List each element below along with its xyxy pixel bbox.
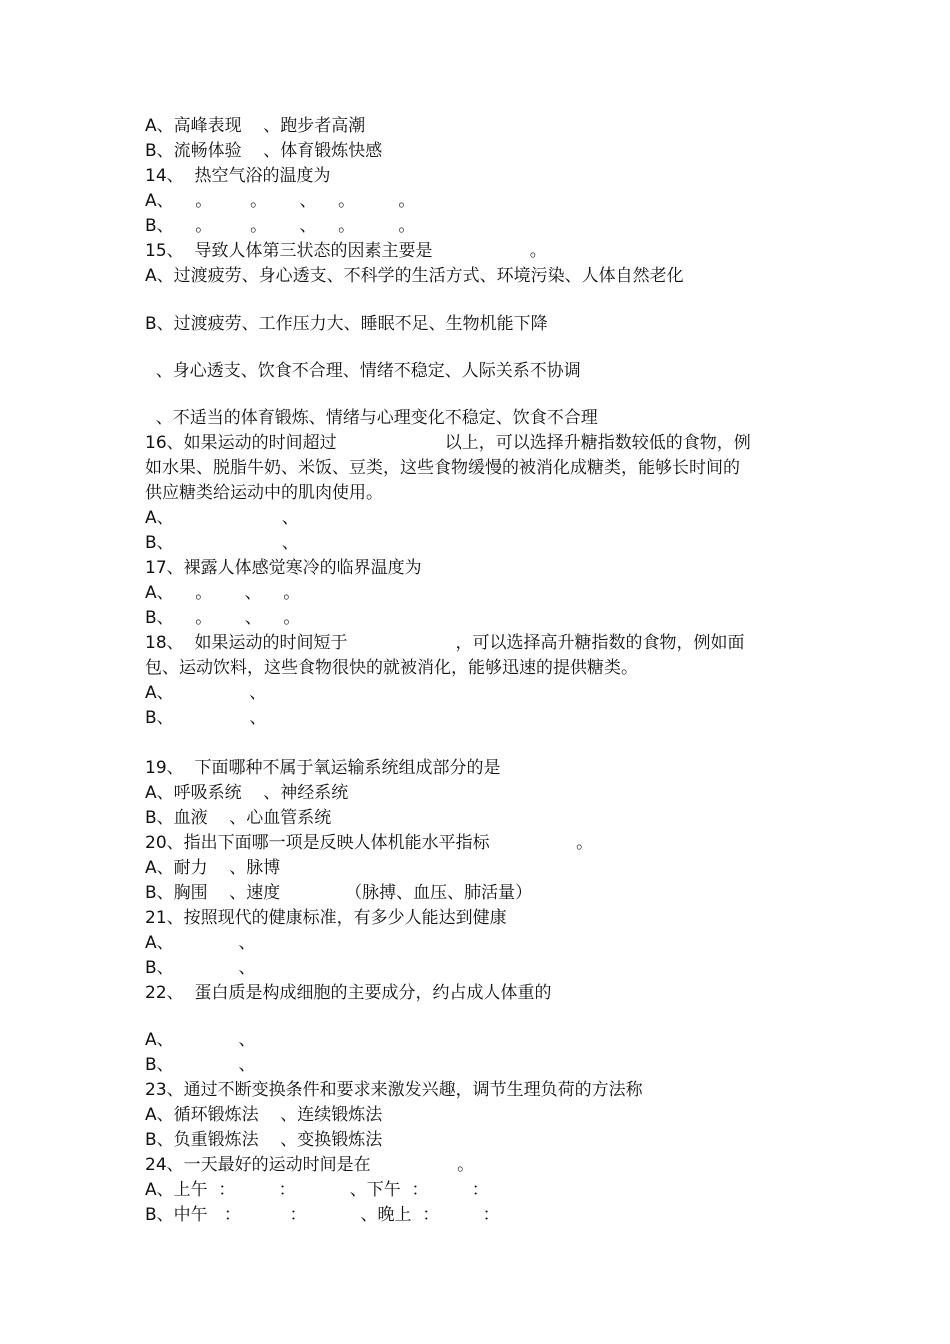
- q23-option-a-line: A、循环锻炼法 、连续锻炼法: [145, 1105, 383, 1125]
- q20-option-b-line: B、胸围 、速度 （脉搏、血压、肺活量）: [145, 883, 533, 903]
- q13-option-b-line: B、流畅体验 、体育锻炼快感: [145, 141, 383, 161]
- q17-option-a-line: A、 。 、 。: [145, 583, 301, 603]
- q18-option-b-line: B、 、: [145, 708, 267, 728]
- q16-option-b-line: B、 、: [145, 533, 299, 553]
- q22-question: 22、 蛋白质是构成细胞的主要成分，约占成人体重的: [145, 983, 552, 1003]
- q21-option-a-line: A、 、: [145, 933, 256, 953]
- q15-question: 15、 导致人体第三状态的因素主要是 。: [145, 241, 547, 261]
- q19-option-a-line: A、呼吸系统 、神经系统: [145, 783, 349, 803]
- q15-option-a: A、过渡疲劳、身心透支、不科学的生活方式、环境污染、人体自然老化: [145, 266, 684, 286]
- q15-option-c: 、身心透支、饮食不合理、情绪不稳定、人际关系不协调: [145, 361, 581, 381]
- q18-question-line-1: 18、 如果运动的时间短于 ，可以选择高升糖指数的食物，例如面: [145, 633, 745, 653]
- q17-question: 17、裸露人体感觉寒冷的临界温度为: [145, 558, 422, 578]
- q22-option-b-line: B、 、: [145, 1055, 256, 1075]
- q14-question: 14、 热空气浴的温度为: [145, 166, 331, 186]
- q23-option-b-line: B、负重锻炼法 、变换锻炼法: [145, 1130, 383, 1150]
- q22-option-a-line: A、 、: [145, 1030, 256, 1050]
- q23-question: 23、通过不断变换条件和要求来激发兴趣，调节生理负荷的方法称: [145, 1080, 643, 1100]
- q17-option-b-line: B、 。 、 。: [145, 608, 301, 628]
- q24-question: 24、一天最好的运动时间是在 。: [145, 1155, 475, 1175]
- q16-question-line-3: 供应糖类给运动中的肌肉使用。: [145, 483, 383, 503]
- q16-question-line-2: 如水果、脱脂牛奶、米饭、豆类，这些食物缓慢的被消化成糖类，能够长时间的: [145, 458, 740, 478]
- q19-question: 19、 下面哪种不属于氧运输系统组成部分的是: [145, 758, 501, 778]
- q16-option-a-line: A、 、: [145, 508, 299, 528]
- q19-option-b-line: B、血液 、心血管系统: [145, 808, 332, 828]
- q13-option-a-line: A、高峰表现 、跑步者高潮: [145, 116, 366, 136]
- q20-question: 20、指出下面哪一项是反映人体机能水平指标 。: [145, 833, 594, 853]
- q21-option-b-line: B、 、: [145, 958, 256, 978]
- q15-option-d: 、不适当的体育锻炼、情绪与心理变化不稳定、饮食不合理: [145, 408, 598, 428]
- q14-option-a-line: A、 。 。 、 。 。: [145, 191, 416, 211]
- q14-option-b-line: B、 。 。 、 。 。: [145, 216, 416, 236]
- q18-option-a-line: A、 、: [145, 683, 267, 703]
- q18-question-line-2: 包、运动饮料，这些食物很快的就被消化，能够迅速的提供糖类。: [145, 658, 638, 678]
- q21-question: 21、按照现代的健康标准，有多少人能达到健康: [145, 908, 507, 928]
- q16-question-line-1: 16、如果运动的时间超过 以上，可以选择升糖指数较低的食物，例: [145, 433, 751, 453]
- q15-option-b: B、过渡疲劳、工作压力大、睡眠不足、生物机能下降: [145, 314, 548, 334]
- q24-option-b-line: B、中午 ： ： 、晚上 ： ：: [145, 1205, 500, 1225]
- q24-option-a-line: A、上午 ： ： 、下午 ： ：: [145, 1180, 489, 1200]
- q20-option-a-line: A、耐力 、脉博: [145, 858, 281, 878]
